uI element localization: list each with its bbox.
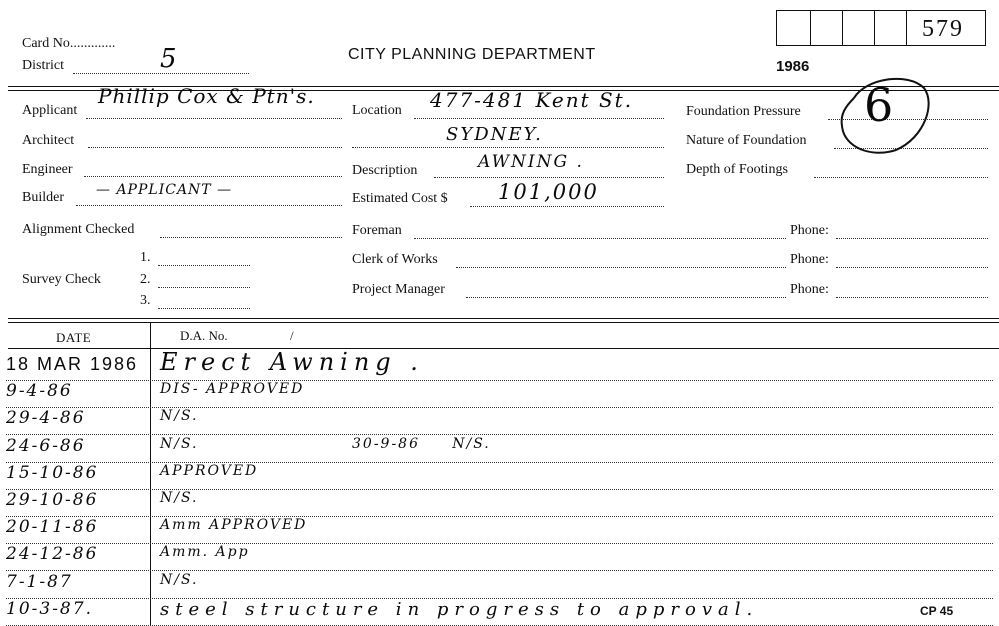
- table-top-border: [8, 322, 999, 323]
- phone-dots: [836, 267, 988, 268]
- table-row-extra: 30-9-86 N/S.: [352, 435, 491, 452]
- table-row-entry: Erect Awning .: [160, 348, 424, 376]
- cost-dots: [470, 206, 664, 207]
- table-row-entry: steel structure in progress to approval.: [160, 598, 759, 620]
- form-code: CP 45: [920, 604, 954, 618]
- table-row-line: [6, 462, 993, 463]
- cost-value: 101,000: [498, 180, 599, 204]
- table-row-line: [6, 380, 993, 381]
- builder-dots: [76, 205, 342, 206]
- table-header-divider: [8, 348, 999, 349]
- table-row-date: 7-1-87: [6, 571, 73, 592]
- table-row-date: 20-11-86: [6, 517, 99, 538]
- clerk-label: Clerk of Works: [352, 252, 438, 267]
- clerk-phone-label: Phone:: [790, 252, 829, 267]
- table-row-date: 10-3-87.: [6, 598, 93, 619]
- architect-label: Architect: [22, 133, 75, 148]
- location-dots: [414, 118, 664, 119]
- nature-of-foundation-label: Nature of Foundation: [686, 133, 807, 148]
- table-top-border: [8, 318, 999, 319]
- district-value: 5: [160, 44, 179, 74]
- da-no-header: D.A. No.: [180, 328, 228, 343]
- card-box-cell: [776, 10, 811, 46]
- survey-item-2: 2.: [140, 272, 151, 287]
- da-no-slash: /: [290, 328, 294, 343]
- table-row-line: [6, 407, 993, 408]
- applicant-dots: [86, 118, 342, 119]
- table-row-line: [6, 516, 993, 517]
- year: 1986: [776, 58, 810, 75]
- table-row-entry: Amm. App: [160, 544, 250, 561]
- table-row-entry: DIS- APPROVED: [160, 381, 305, 398]
- table-row-entry: N/S.: [160, 490, 199, 506]
- depth-of-footings-label: Depth of Footings: [686, 162, 788, 177]
- pm-dots: [466, 297, 786, 298]
- location-label: Location: [352, 103, 402, 118]
- table-row-entry: N/S.: [160, 408, 199, 425]
- survey-dots: [158, 265, 250, 266]
- phone-dots: [836, 297, 988, 298]
- table-row-date: 9-4-86: [6, 381, 73, 402]
- table-row-entry: N/S.: [160, 435, 199, 452]
- applicant-value: Phillip Cox & Ptn's.: [98, 84, 315, 108]
- table-row-date: 24-12-86: [6, 544, 99, 565]
- survey-item-1: 1.: [140, 250, 151, 265]
- table-row-entry: N/S.: [160, 571, 199, 588]
- survey-item-3: 3.: [140, 293, 151, 308]
- department-title: CITY PLANNING DEPARTMENT: [348, 46, 596, 63]
- description-value: AWNING .: [478, 152, 584, 172]
- description-label: Description: [352, 163, 418, 178]
- table-row-date: 29-10-86: [6, 490, 99, 510]
- project-manager-label: Project Manager: [352, 282, 445, 297]
- pm-phone-label: Phone:: [790, 282, 829, 297]
- alignment-label: Alignment Checked: [22, 222, 135, 237]
- table-row-date: 15-10-86: [6, 462, 99, 483]
- clerk-dots: [456, 267, 786, 268]
- location-value-2: SYDNEY.: [446, 124, 543, 145]
- survey-dots: [158, 308, 250, 309]
- table-row-line: [6, 489, 993, 490]
- table-row-date: 24-6-86: [6, 435, 86, 456]
- architect-dots: [88, 147, 342, 148]
- location-value: 477-481 Kent St.: [430, 88, 634, 112]
- table-row-line: [6, 434, 993, 435]
- description-dots: [434, 177, 664, 178]
- builder-value: — APPLICANT —: [96, 182, 233, 198]
- cost-label: Estimated Cost $: [352, 191, 448, 206]
- table-row-line: [6, 543, 993, 544]
- table-row-line: [6, 570, 993, 571]
- survey-dots: [158, 287, 250, 288]
- builder-label: Builder: [22, 190, 64, 205]
- depth-dots: [814, 177, 988, 178]
- table-row-date: 29-4-86: [6, 408, 86, 429]
- foreman-dots: [414, 238, 786, 239]
- table-row-entry: Amm APPROVED: [160, 517, 308, 534]
- district-label: District: [22, 58, 64, 73]
- card-no-label: Card No.............: [22, 36, 116, 51]
- date-column-divider: [150, 322, 151, 626]
- engineer-label: Engineer: [22, 162, 73, 177]
- table-row-entry: APPROVED: [160, 462, 259, 479]
- card-box-cell: [810, 10, 843, 46]
- applicant-label: Applicant: [22, 103, 78, 118]
- alignment-dots: [160, 237, 342, 238]
- foundation-pressure-label: Foundation Pressure: [686, 104, 801, 119]
- card-number: 579: [922, 16, 964, 42]
- table-row-date: 18 MAR 1986: [6, 354, 139, 374]
- circled-number: 6: [864, 78, 896, 132]
- date-header: DATE: [56, 330, 92, 345]
- location-dots-2: [352, 147, 664, 148]
- phone-dots: [836, 238, 988, 239]
- card-box-cell: [874, 10, 907, 46]
- foreman-label: Foreman: [352, 223, 402, 238]
- survey-label: Survey Check: [22, 272, 101, 287]
- foreman-phone-label: Phone:: [790, 223, 829, 238]
- card-box-cell: [842, 10, 875, 46]
- engineer-dots: [84, 176, 342, 177]
